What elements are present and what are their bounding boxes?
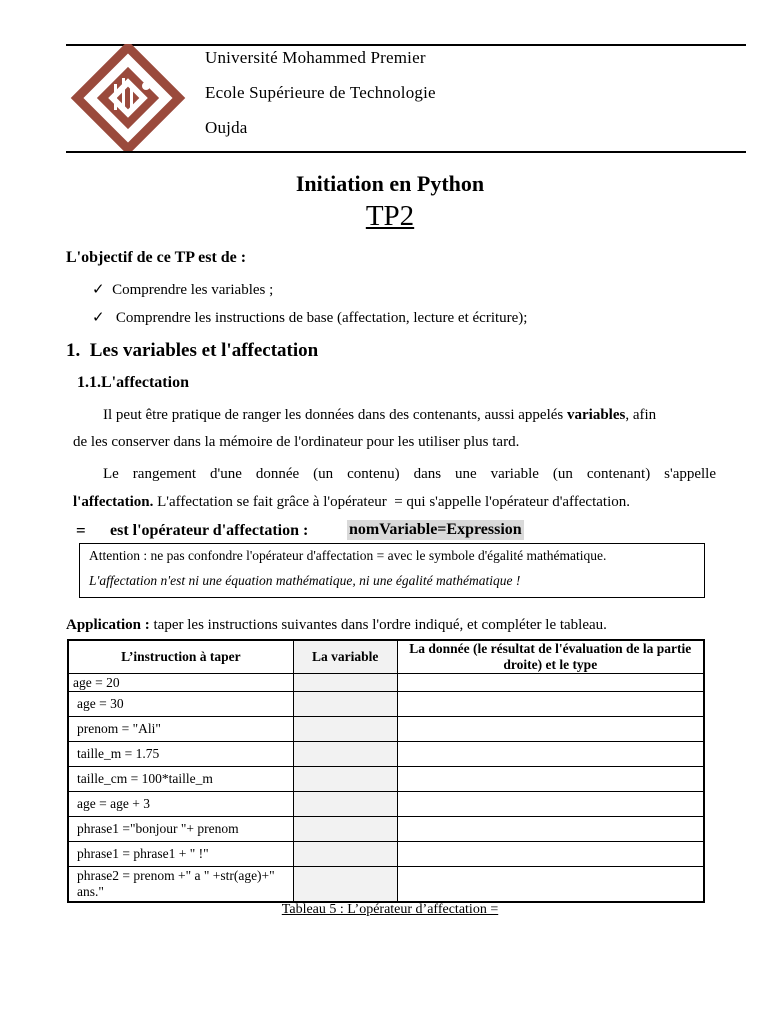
value-cell[interactable] xyxy=(397,742,704,767)
table-row xyxy=(68,867,704,902)
paragraph-1-line-2: de les conserver dans la mémoire de l'ordinateur pour les utiliser plus tard. xyxy=(73,434,520,450)
column-header-value: La donnée (le résultat de l'évaluation de la partie droite) et le type xyxy=(397,640,704,674)
value-cell[interactable] xyxy=(397,842,704,867)
value-cell[interactable] xyxy=(397,674,704,692)
column-header-instruction: L’instruction à taper xyxy=(68,640,293,674)
instruction-cell: age = age + 3 xyxy=(68,792,293,817)
variable-cell[interactable] xyxy=(293,792,397,817)
header-bottom-rule xyxy=(66,151,746,153)
table-row xyxy=(68,767,704,792)
instruction-cell: phrase1 = phrase1 + " !" xyxy=(68,842,293,867)
instruction-cell: age = 20 xyxy=(68,674,293,692)
school-name: Ecole Supérieure de Technologie xyxy=(205,83,436,102)
check-icon: ✓ xyxy=(92,310,105,326)
variable-cell[interactable] xyxy=(293,842,397,867)
objective-item xyxy=(92,280,273,299)
check-icon: ✓ xyxy=(92,282,105,298)
table-row xyxy=(68,842,704,867)
objectives-heading: L'objectif de ce TP est de : xyxy=(66,249,247,266)
value-cell[interactable] xyxy=(397,792,704,817)
objective-text: Comprendre les variables ; xyxy=(112,282,274,298)
objective-text: Comprendre les instructions de base (affectation, lecture et écriture); xyxy=(115,310,528,326)
operator-symbol: = xyxy=(76,521,86,540)
variable-cell[interactable] xyxy=(293,692,397,717)
section-heading: 1. Les variables et l'affectation xyxy=(66,340,319,361)
city-name: Oujda xyxy=(205,118,248,137)
university-logo xyxy=(70,44,186,152)
value-cell[interactable] xyxy=(397,717,704,742)
table-row xyxy=(68,817,704,842)
value-cell[interactable] xyxy=(397,692,704,717)
paragraph-2-line-2: l'affectation. L'affectation se fait grâce à l'opérateur = qui s'appelle l'opérateur d'affectation. xyxy=(73,494,630,510)
instruction-cell: taille_cm = 100*taille_m xyxy=(68,767,293,792)
instruction-cell: prenom = "Ali" xyxy=(68,717,293,742)
variable-cell[interactable] xyxy=(293,742,397,767)
university-name: Université Mohammed Premier xyxy=(205,48,426,67)
table-caption: Tableau 5 : L’opérateur d’affectation = xyxy=(281,902,499,917)
value-cell[interactable] xyxy=(397,817,704,842)
value-cell[interactable] xyxy=(397,767,704,792)
instruction-cell: taille_m = 1.75 xyxy=(68,742,293,767)
tp-number: TP2 xyxy=(365,200,415,232)
paragraph-1-line-1: Il peut être pratique de ranger les données dans des contenants, aussi appelés variables, afin xyxy=(103,407,657,423)
column-header-variable: La variable xyxy=(293,640,397,674)
table-row xyxy=(68,674,704,692)
subsection-heading: 1.1.L'affectation xyxy=(77,374,189,391)
operator-syntax: nomVariable=Expression xyxy=(349,521,522,538)
paragraph-2-line-1: Le rangement d'une donnée (un contenu) dans une variable (un contenant) s'appelle xyxy=(103,466,716,482)
table-row xyxy=(68,742,704,767)
variable-cell[interactable] xyxy=(293,717,397,742)
variable-cell[interactable] xyxy=(293,867,397,902)
table-row xyxy=(68,792,704,817)
table-row xyxy=(68,692,704,717)
table-row xyxy=(68,717,704,742)
attention-box xyxy=(79,543,705,598)
operator-description: est l'opérateur d'affectation : xyxy=(110,522,309,539)
variable-cell[interactable] xyxy=(293,767,397,792)
instruction-cell: phrase1 ="bonjour "+ prenom xyxy=(68,817,293,842)
application-instructions: Application : taper les instructions suivantes dans l'ordre indiqué, et compléter le tableau. xyxy=(66,617,607,633)
instruction-cell: phrase2 = prenom +" a " +str(age)+" ans." xyxy=(68,867,293,902)
attention-line-2: L'affectation n'est ni une équation mathématique, ni une égalité mathématique ! xyxy=(89,573,521,588)
instruction-cell: age = 30 xyxy=(68,692,293,717)
variable-cell[interactable] xyxy=(293,674,397,692)
variable-cell[interactable] xyxy=(293,817,397,842)
table-header-row xyxy=(68,640,704,674)
value-cell[interactable] xyxy=(397,867,704,902)
objective-item xyxy=(92,308,527,327)
document-title: Initiation en Python xyxy=(295,171,485,196)
instruction-table xyxy=(67,639,705,903)
attention-line-1: Attention : ne pas confondre l'opérateur d'affectation = avec le symbole d'égalité mathématique. xyxy=(89,548,607,563)
